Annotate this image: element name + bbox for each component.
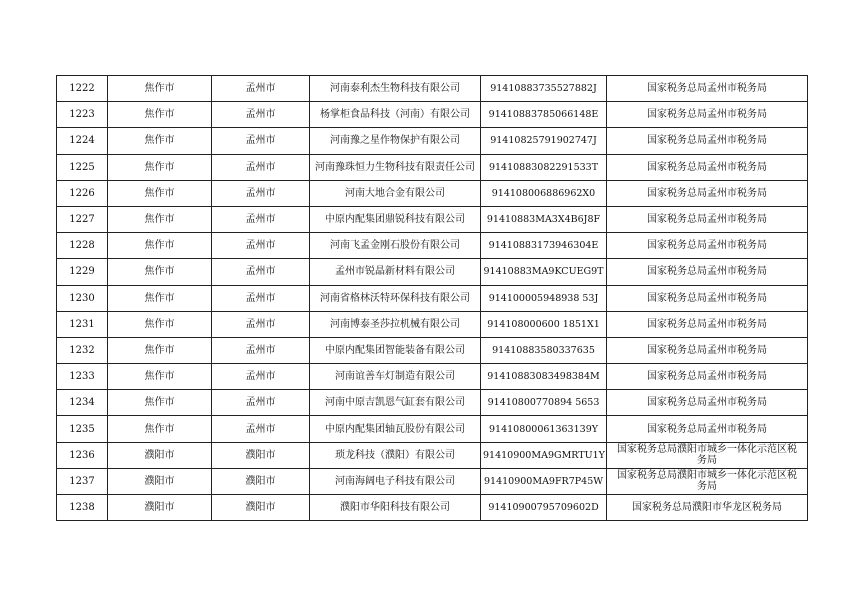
county-cell: 孟州市 (212, 233, 310, 259)
county-cell: 孟州市 (212, 259, 310, 285)
tax-authority-cell: 国家税务总局孟州市税务局 (607, 128, 808, 154)
table-row (57, 337, 808, 363)
tax-authority-cell: 国家税务总局孟州市税务局 (607, 311, 808, 337)
county-cell: 孟州市 (212, 364, 310, 390)
city-cell: 焦作市 (108, 102, 212, 128)
tax-authority-cell: 国家税务总局孟州市税务局 (607, 337, 808, 363)
county-cell: 孟州市 (212, 337, 310, 363)
table-row (57, 259, 808, 285)
row-number-cell: 1238 (57, 495, 108, 521)
credit-code-cell: 914100005948938 53J (481, 285, 607, 311)
city-cell: 焦作市 (108, 206, 212, 232)
credit-code-cell: 91410883580337635 (481, 337, 607, 363)
credit-code-cell: 91410883735527882J (481, 76, 607, 102)
table-row (57, 76, 808, 102)
tax-authority-cell: 国家税务总局濮阳市城乡一体化示范区税务局 (607, 468, 808, 494)
city-cell: 濮阳市 (108, 442, 212, 468)
city-cell: 焦作市 (108, 233, 212, 259)
credit-code-cell: 91410900MA9FR7P45W (481, 468, 607, 494)
row-number-cell: 1228 (57, 233, 108, 259)
tax-authority-cell: 国家税务总局孟州市税务局 (607, 180, 808, 206)
county-cell: 濮阳市 (212, 468, 310, 494)
county-cell: 孟州市 (212, 102, 310, 128)
city-cell: 焦作市 (108, 76, 212, 102)
county-cell: 孟州市 (212, 180, 310, 206)
row-number-cell: 1222 (57, 76, 108, 102)
table-body (57, 76, 808, 521)
credit-code-cell: 91410883082291533T (481, 154, 607, 180)
row-number-cell: 1227 (57, 206, 108, 232)
city-cell: 焦作市 (108, 128, 212, 154)
company-name-cell: 河南省格林沃特环保科技有限公司 (310, 285, 481, 311)
company-name-cell: 中原内配集团鼎锐科技有限公司 (310, 206, 481, 232)
tax-authority-cell: 国家税务总局孟州市税务局 (607, 76, 808, 102)
city-cell: 焦作市 (108, 364, 212, 390)
tax-authority-cell: 国家税务总局孟州市税务局 (607, 206, 808, 232)
credit-code-cell: 91410800061363139Y (481, 416, 607, 442)
county-cell: 孟州市 (212, 76, 310, 102)
city-cell: 焦作市 (108, 311, 212, 337)
row-number-cell: 1223 (57, 102, 108, 128)
table-row (57, 468, 808, 494)
city-cell: 焦作市 (108, 180, 212, 206)
row-number-cell: 1236 (57, 442, 108, 468)
city-cell: 焦作市 (108, 154, 212, 180)
city-cell: 焦作市 (108, 416, 212, 442)
city-cell: 焦作市 (108, 285, 212, 311)
table-row (57, 416, 808, 442)
row-number-cell: 1231 (57, 311, 108, 337)
table-row (57, 390, 808, 416)
table-row (57, 154, 808, 180)
city-cell: 焦作市 (108, 337, 212, 363)
table-row (57, 180, 808, 206)
table-row (57, 233, 808, 259)
row-number-cell: 1234 (57, 390, 108, 416)
row-number-cell: 1225 (57, 154, 108, 180)
table-row (57, 495, 808, 521)
county-cell: 濮阳市 (212, 442, 310, 468)
credit-code-cell: 91410825791902747J (481, 128, 607, 154)
company-name-cell: 濮阳市华阳科技有限公司 (310, 495, 481, 521)
tax-authority-cell: 国家税务总局孟州市税务局 (607, 102, 808, 128)
company-roster-table (56, 75, 808, 521)
company-name-cell: 河南博泰圣莎拉机械有限公司 (310, 311, 481, 337)
tax-authority-cell: 国家税务总局濮阳市华龙区税务局 (607, 495, 808, 521)
table-row (57, 128, 808, 154)
company-name-cell: 杨掌柜食品科技（河南）有限公司 (310, 102, 481, 128)
tax-authority-cell: 国家税务总局孟州市税务局 (607, 259, 808, 285)
company-name-cell: 河南豫之星作物保护有限公司 (310, 128, 481, 154)
row-number-cell: 1224 (57, 128, 108, 154)
credit-code-cell: 914108006886962X0 (481, 180, 607, 206)
row-number-cell: 1233 (57, 364, 108, 390)
credit-code-cell: 91410883083498384M (481, 364, 607, 390)
tax-authority-cell: 国家税务总局濮阳市城乡一体化示范区税务局 (607, 442, 808, 468)
credit-code-cell: 914108000600 1851X1 (481, 311, 607, 337)
company-name-cell: 中原内配集团轴瓦股份有限公司 (310, 416, 481, 442)
tax-authority-cell: 国家税务总局孟州市税务局 (607, 390, 808, 416)
company-name-cell: 河南大地合金有限公司 (310, 180, 481, 206)
county-cell: 孟州市 (212, 311, 310, 337)
city-cell: 濮阳市 (108, 495, 212, 521)
credit-code-cell: 91410900MA9GMRTU1Y (481, 442, 607, 468)
row-number-cell: 1237 (57, 468, 108, 494)
table-row (57, 311, 808, 337)
tax-authority-cell: 国家税务总局孟州市税务局 (607, 233, 808, 259)
credit-code-cell: 91410883173946304E (481, 233, 607, 259)
table-row (57, 285, 808, 311)
company-name-cell: 琐龙科技（濮阳）有限公司 (310, 442, 481, 468)
city-cell: 焦作市 (108, 259, 212, 285)
tax-authority-cell: 国家税务总局孟州市税务局 (607, 364, 808, 390)
credit-code-cell: 91410883785066148E (481, 102, 607, 128)
county-cell: 孟州市 (212, 154, 310, 180)
row-number-cell: 1230 (57, 285, 108, 311)
row-number-cell: 1232 (57, 337, 108, 363)
tax-authority-cell: 国家税务总局孟州市税务局 (607, 285, 808, 311)
county-cell: 孟州市 (212, 285, 310, 311)
company-name-cell: 河南泰利杰生物科技有限公司 (310, 76, 481, 102)
company-name-cell: 河南豫珠恒力生物科技有限责任公司 (310, 154, 481, 180)
tax-authority-cell: 国家税务总局孟州市税务局 (607, 416, 808, 442)
company-name-cell: 河南海阔电子科技有限公司 (310, 468, 481, 494)
table-row (57, 364, 808, 390)
county-cell: 孟州市 (212, 206, 310, 232)
table-row (57, 442, 808, 468)
company-name-cell: 孟州市锐晶新材料有限公司 (310, 259, 481, 285)
row-number-cell: 1226 (57, 180, 108, 206)
company-name-cell: 河南谊善车灯制造有限公司 (310, 364, 481, 390)
credit-code-cell: 91410883MA3X4B6J8F (481, 206, 607, 232)
city-cell: 焦作市 (108, 390, 212, 416)
row-number-cell: 1229 (57, 259, 108, 285)
credit-code-cell: 91410800770894 5653 (481, 390, 607, 416)
table-row (57, 206, 808, 232)
company-name-cell: 河南中原吉凯恩气缸套有限公司 (310, 390, 481, 416)
company-name-cell: 河南飞孟金刚石股份有限公司 (310, 233, 481, 259)
county-cell: 孟州市 (212, 128, 310, 154)
credit-code-cell: 91410900795709602D (481, 495, 607, 521)
row-number-cell: 1235 (57, 416, 108, 442)
table-row (57, 102, 808, 128)
tax-authority-cell: 国家税务总局孟州市税务局 (607, 154, 808, 180)
county-cell: 孟州市 (212, 416, 310, 442)
county-cell: 孟州市 (212, 390, 310, 416)
county-cell: 濮阳市 (212, 495, 310, 521)
city-cell: 濮阳市 (108, 468, 212, 494)
credit-code-cell: 91410883MA9KCUEG9T (481, 259, 607, 285)
company-name-cell: 中原内配集团智能装备有限公司 (310, 337, 481, 363)
